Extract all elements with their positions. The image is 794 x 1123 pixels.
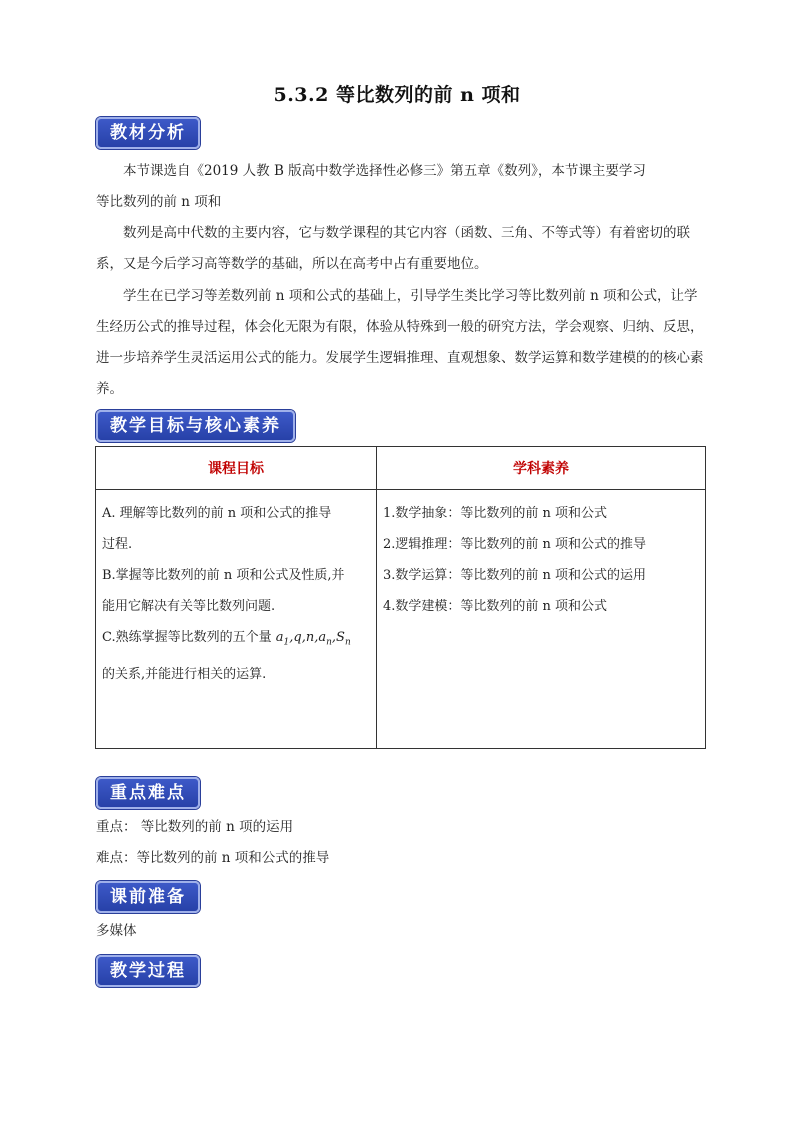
literacy-item: 1.数学抽象：等比数列的前 n 项和公式	[383, 506, 608, 521]
literacy-item: 4.数学建模：等比数列的前 n 项和公式	[383, 599, 608, 614]
section-badge-keypoints: 重点难点	[96, 777, 200, 809]
goal-c-line1	[102, 622, 370, 659]
goal-c-text: C.熟练掌握等比数列的五个量	[102, 630, 276, 645]
prep-text: 多媒体	[96, 923, 137, 939]
course-goals-cell	[96, 490, 377, 749]
goal-b-line1: B.掌握等比数列的前 n 项和公式及性质,并	[102, 568, 345, 583]
analysis-p1-line1: 本节课选自《2019 人教 B 版高中数学选择性必修三》第五章《数列》，本节课主要学习	[123, 163, 646, 179]
table-header-literacy: 学科素养	[377, 447, 706, 490]
analysis-paragraph-1	[96, 156, 706, 187]
analysis-p1-line2: 等比数列的前 n 项和	[96, 194, 222, 210]
goal-b-line2: 能用它解决有关等比数列问题.	[102, 599, 276, 614]
difficulty-line: 难点：等比数列的前 n 项和公式的推导	[96, 850, 330, 866]
section-badge-analysis: 教材分析	[96, 117, 200, 149]
goal-c-formula: $a_1,q,n,a_n,S_n$	[275, 630, 351, 648]
table-header-row	[96, 447, 706, 490]
analysis-paragraph-2: 数列是高中代数的主要内容，它与数学课程的其它内容（函数、三角、不等式等）有着密切的联系，又是今后学习高等数学的基础，所以在高考中占有重要地位。	[96, 225, 690, 272]
page-title: 5.3.2 等比数列的前 n 项和	[273, 84, 521, 106]
literacy-item: 3.数学运算：等比数列的前 n 项和公式的运用	[383, 568, 647, 583]
goal-a-line2: 过程.	[102, 537, 133, 552]
table-row	[96, 490, 706, 749]
goal-a-line1: A. 理解等比数列的前 n 项和公式的推导	[102, 506, 332, 521]
literacy-cell	[377, 490, 706, 749]
goals-table	[95, 446, 706, 749]
section-badge-goals: 教学目标与核心素养	[96, 410, 295, 442]
section-badge-process: 教学过程	[96, 955, 200, 987]
table-header-course-goals: 课程目标	[96, 447, 377, 490]
analysis-paragraph-3: 学生在已学习等差数列前 n 项和公式的基础上，引导学生类比学习等比数列前 n 项和公式，让学生经历公式的推导过程，体会化无限为有限，体验从特殊到一般的研究方法，学会观察、归纳、反思，进一步培养学生灵活运用公式的能力。发展学生逻辑推理、直观想象、数学运算和数学建模的的核心素养。	[96, 288, 704, 397]
literacy-item: 2.逻辑推理：等比数列的前 n 项和公式的推导	[383, 537, 647, 552]
key-point-line: 重点： 等比数列的前 n 项的运用	[96, 819, 294, 835]
section-badge-prep: 课前准备	[96, 881, 200, 913]
goal-c-line2: 的关系,并能进行相关的运算.	[102, 666, 267, 682]
